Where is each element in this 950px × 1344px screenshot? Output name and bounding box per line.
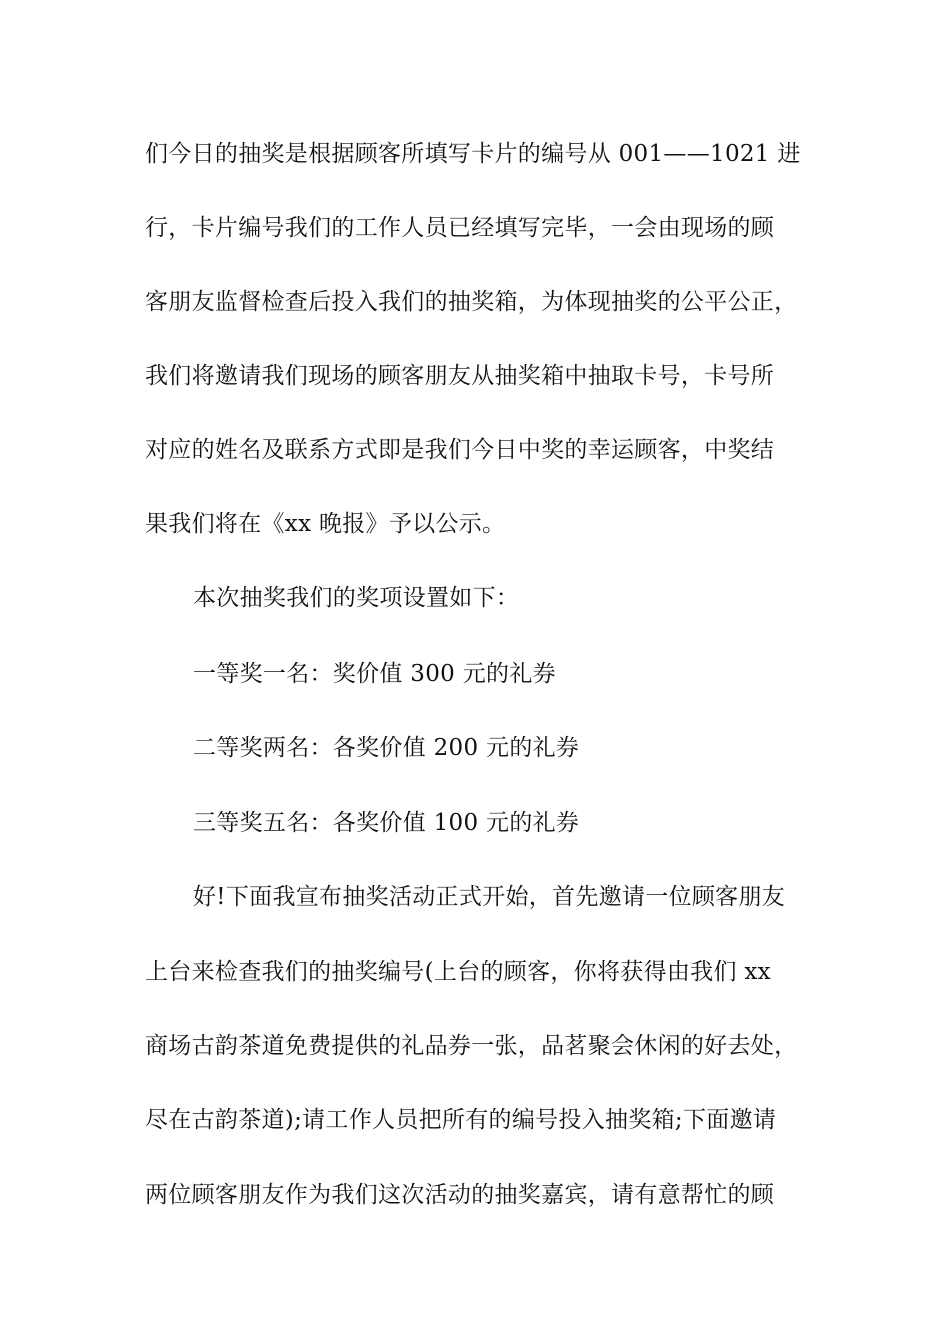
text-line: 上台来检查我们的抽奖编号(上台的顾客，你将获得由我们 xx [145, 959, 771, 985]
text-line: 两位顾客朋友作为我们这次活动的抽奖嘉宾，请有意帮忙的顾 [145, 1182, 775, 1208]
text-line: 我们将邀请我们现场的顾客朋友从抽奖箱中抽取卡号，卡号所 [145, 363, 775, 389]
paragraph-line: 本次抽奖我们的奖项设置如下： [193, 585, 520, 611]
prize-first-line: 一等奖一名：奖价值 300 元的礼券 [193, 661, 556, 687]
prize-third-line: 三等奖五名：各奖价值 100 元的礼券 [193, 810, 580, 836]
text-line: 行，卡片编号我们的工作人员已经填写完毕，一会由现场的顾 [145, 215, 775, 241]
text-line: 对应的姓名及联系方式即是我们今日中奖的幸运顾客，中奖结 [145, 437, 775, 463]
text-line: 们今日的抽奖是根据顾客所填写卡片的编号从 001——1021 进 [145, 141, 801, 167]
paragraph-line: 好!下面我宣布抽奖活动正式开始，首先邀请一位顾客朋友 [193, 884, 786, 910]
prize-second-line: 二等奖两名：各奖价值 200 元的礼券 [193, 735, 580, 761]
text-line: 果我们将在《xx 晚报》予以公示。 [145, 511, 506, 537]
text-line: 客朋友监督检查后投入我们的抽奖箱，为体现抽奖的公平公正， [145, 289, 798, 315]
text-line: 尽在古韵茶道);请工作人员把所有的编号投入抽奖箱;下面邀请 [145, 1107, 777, 1133]
text-line: 商场古韵茶道免费提供的礼品券一张，品茗聚会休闲的好去处， [145, 1033, 798, 1059]
